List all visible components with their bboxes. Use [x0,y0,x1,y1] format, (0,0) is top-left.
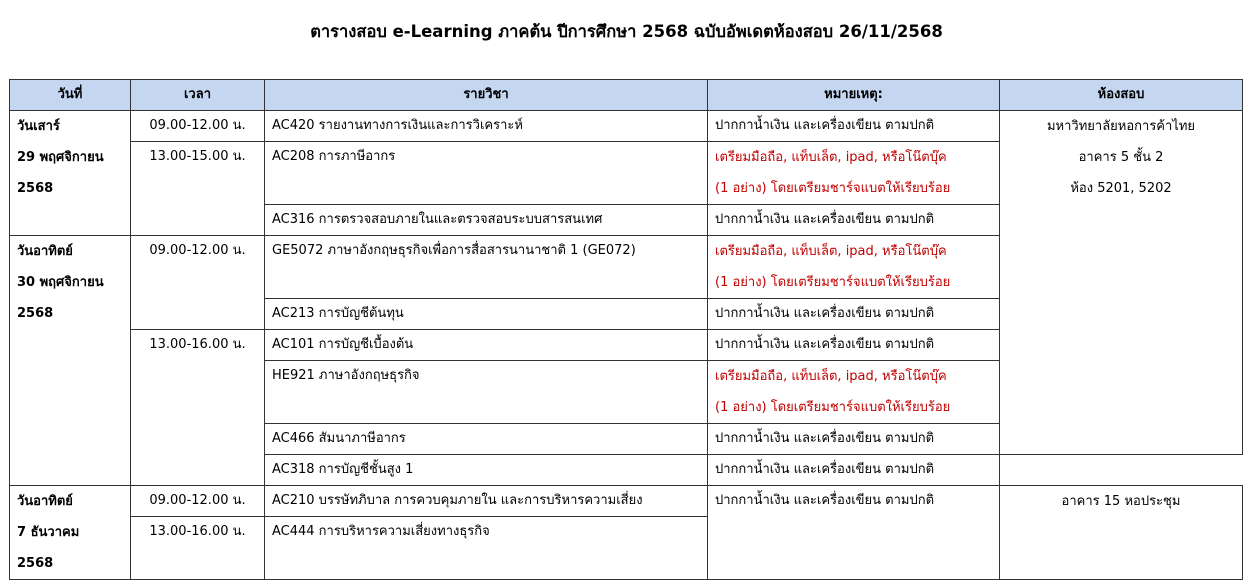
page-title: ตารางสอบ e-Learning ภาคต้น ปีการศึกษา 2568 ฉบับอัพเดตห้องสอบ 26/11/2568 [310,22,943,41]
day-date: 29 พฤศจิกายน [17,150,104,165]
day-year: 2568 [17,556,54,571]
room-cell [1000,111,1243,455]
time-cell: 09.00-12.00 น. [131,486,265,517]
note-cell: ปากกาน้ำเงิน และเครื่องเขียน ตามปกติ [708,111,1000,142]
note-cell: ปากกาน้ำเงิน และเครื่องเขียน ตามปกติ [708,424,1000,455]
date-cell [10,111,131,236]
subject-cell: AC444 การบริหารความเสี่ยงทางธุรกิจ [265,517,708,580]
day-name: วันอาทิตย์ [17,494,73,509]
subject-cell: AC208 การภาษีอากร [265,142,708,205]
date-cell [10,236,131,486]
note-cell: ปากกาน้ำเงิน และเครื่องเขียน ตามปกติ [708,486,1000,580]
header-subject: รายวิชา [265,80,708,111]
header-room: ห้องสอบ [1000,80,1243,111]
device-note-line1: เตรียมมือถือ, แท็บเล็ต, ipad, หรือโน๊ตบุ๊ค [715,369,947,384]
exam-schedule-table [9,79,1243,580]
note-cell-device [708,142,1000,205]
room-line: อาคาร 5 ชั้น 2 [1078,150,1164,165]
room-cell [1000,486,1243,580]
note-cell-device [708,236,1000,299]
device-note-line2: (1 อย่าง) โดยเตรียมชาร์จแบตให้เรียบร้อย [715,181,951,196]
header-date: วันที่ [10,80,131,111]
header-time: เวลา [131,80,265,111]
subject-cell: AC420 รายงานทางการเงินและการวิเคราะห์ [265,111,708,142]
room-line: ห้อง 5201, 5202 [1070,181,1172,196]
room-line: อาคาร 15 หอประชุม [1061,494,1181,509]
subject-cell: GE5072 ภาษาอังกฤษธุรกิจเพื่อการสื่อสารนานาชาติ 1 (GE072) [265,236,708,299]
header-row [10,80,1243,111]
header-note: หมายเหตุ: [708,80,1000,111]
room-line: มหาวิทยาลัยหอการค้าไทย [1046,119,1196,134]
time-cell: 13.00-16.00 น. [131,330,265,486]
subject-cell: AC316 การตรวจสอบภายในและตรวจสอบระบบสารสนเทศ [265,205,708,236]
day-name: วันเสาร์ [17,119,60,134]
subject-cell: AC101 การบัญชีเบื้องต้น [265,330,708,361]
device-note-line1: เตรียมมือถือ, แท็บเล็ต, ipad, หรือโน๊ตบุ๊ค [715,150,947,165]
time-cell: 09.00-12.00 น. [131,236,265,330]
day-year: 2568 [17,181,54,196]
subject-cell: AC466 สัมนาภาษีอากร [265,424,708,455]
time-cell: 09.00-12.00 น. [131,111,265,142]
device-note-line1: เตรียมมือถือ, แท็บเล็ต, ipad, หรือโน๊ตบุ๊ค [715,244,947,259]
device-note-line2: (1 อย่าง) โดยเตรียมชาร์จแบตให้เรียบร้อย [715,275,951,290]
note-cell: ปากกาน้ำเงิน และเครื่องเขียน ตามปกติ [708,455,1000,486]
day-date: 7 ธันวาคม [17,525,80,540]
day-year: 2568 [17,306,54,321]
note-cell: ปากกาน้ำเงิน และเครื่องเขียน ตามปกติ [708,299,1000,330]
subject-cell: AC318 การบัญชีชั้นสูง 1 [265,455,708,486]
note-cell: ปากกาน้ำเงิน และเครื่องเขียน ตามปกติ [708,205,1000,236]
subject-cell: AC213 การบัญชีต้นทุน [265,299,708,330]
note-cell: ปากกาน้ำเงิน และเครื่องเขียน ตามปกติ [708,330,1000,361]
subject-cell: AC210 บรรษัทภิบาล การควบคุมภายใน และการบริหารความเสี่ยง [265,486,708,517]
subject-cell: HE921 ภาษาอังกฤษธุรกิจ [265,361,708,424]
day-date: 30 พฤศจิกายน [17,275,104,290]
table-row [10,111,1243,142]
table-row [10,486,1243,517]
device-note-line2: (1 อย่าง) โดยเตรียมชาร์จแบตให้เรียบร้อย [715,400,951,415]
time-cell: 13.00-15.00 น. [131,142,265,236]
date-cell [10,486,131,580]
note-cell-device [708,361,1000,424]
day-name: วันอาทิตย์ [17,244,73,259]
time-cell: 13.00-16.00 น. [131,517,265,580]
